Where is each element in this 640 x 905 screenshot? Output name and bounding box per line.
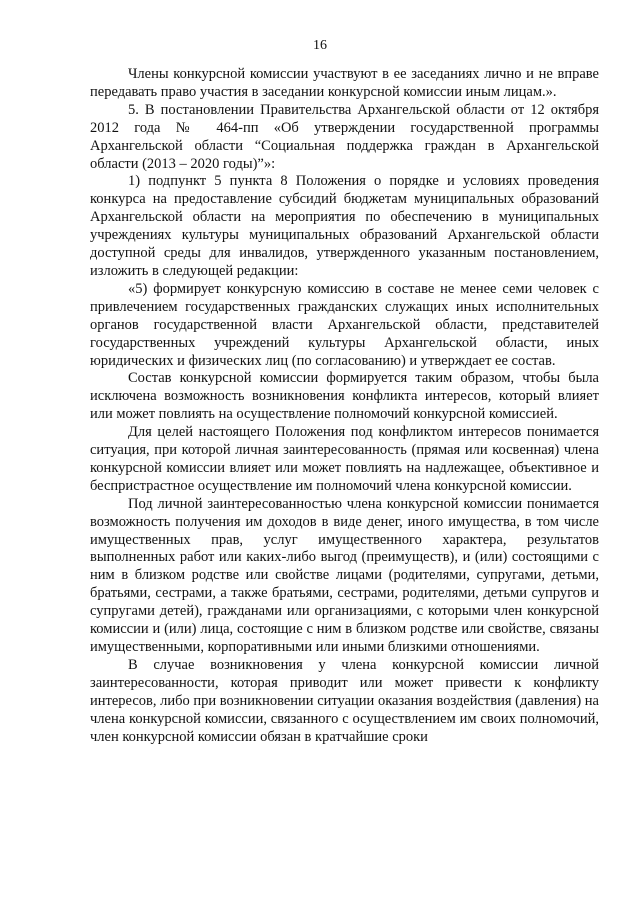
paragraph-commission-composition: Состав конкурсной комиссии формируется таким образом, чтобы была исключена возможность возникновения конфликта интересов, который влияет или может повлиять на осуществление полномочий конкурсной комиссией. [90, 370, 599, 423]
paragraph-conflict-case: В случае возникновения у члена конкурсной комиссии личной заинтересованности, которая приводит или может привести к конфликту интересов, либо при возникновении ситуации оказания воздействия (давления) на члена конкурсной комиссии, связанного с осуществлением им своих полномочий, член конкурсной комиссии обязан в кратчайшие сроки [90, 656, 599, 745]
document-body [90, 66, 599, 746]
paragraph-commission-participation: Члены конкурсной комиссии участвуют в ее заседаниях лично и не вправе передавать право участия в заседании конкурсной комиссии иным лицам.». [90, 66, 599, 100]
paragraph-subitem-1: 1) подпункт 5 пункта 8 Положения о порядке и условиях проведения конкурса на предоставление субсидий бюджетам муниципальных образований Архангельской области на мероприятия по обеспечению в муниципальных учреждениях культуры муниципальных образований Архангельской области доступной среды для инвалидов, утвержденного указанным постановлением, изложить в следующей редакции: [90, 173, 599, 279]
paragraph-conflict-definition: Для целей настоящего Положения под конфликтом интересов понимается ситуация, при которой личная заинтересованность (прямая или косвенная) члена конкурсной комиссии влияет или может повлиять на надлежащее, объективное и беспристрастное осуществление им полномочий члена конкурсной комиссии. [90, 424, 599, 494]
paragraph-personal-interest: Под личной заинтересованностью члена конкурсной комиссии понимается возможность получения им доходов в виде денег, иного имущества, в том числе имущественных прав, услуг имущественного характера, результатов выполненных работ или каких-либо выгод (преимуществ), и (или) состоящими с ним в близком родстве или свойстве лицами (родителями, супругами, детьми, братьями, сестрами, а также братьями, сестрами, родителями, детьми супругов и супругами детей), гражданами или организациями, с которыми член конкурсной комиссии и (или) лица, состоящие с ним в близком родстве или свойстве, связаны имущественными, корпоративными или иными близкими отношениями. [90, 495, 599, 655]
paragraph-item-5: 5. В постановлении Правительства Архангельской области от 12 октября 2012 года № 464-пп «Об утверждении государственной программы Архангельской области “Социальная поддержка граждан в Архангельской области (2013 – 2020 годы)”»: [90, 101, 599, 172]
paragraph-quoted-subitem-5: «5) формирует конкурсную комиссию в составе не менее семи человек с привлечением государственных гражданских служащих иных исполнительных органов государственной власти Архангельской области, представителей государственных учреждений культуры Архангельской области, иных юридических и физических лиц (по согласованию) и утверждает ее состав. [90, 280, 599, 369]
page-number: 16 [313, 38, 327, 53]
